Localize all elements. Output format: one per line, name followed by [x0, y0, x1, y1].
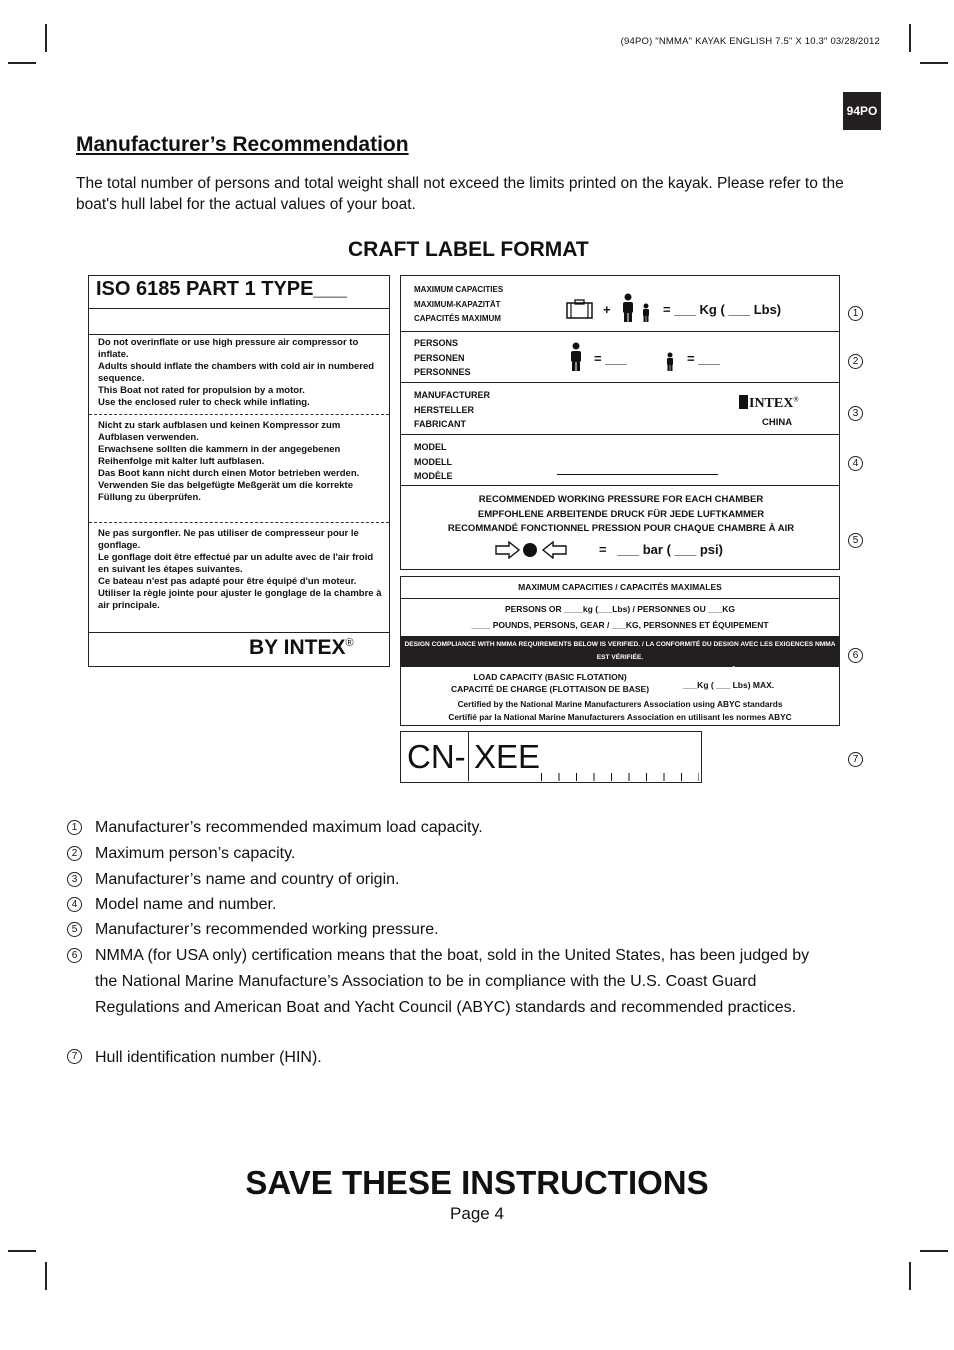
crop-mark — [45, 24, 47, 52]
country-of-origin: CHINA — [762, 417, 793, 428]
crop-mark — [909, 1262, 911, 1290]
label-line: PERSONEN — [414, 352, 465, 363]
max-capacity-value: = ___ Kg ( ___ Lbs) — [663, 302, 782, 317]
crop-mark — [45, 1262, 47, 1290]
registered-mark: ® — [345, 637, 354, 649]
legend-marker: 7 — [67, 1049, 82, 1064]
nmma-title: MAXIMUM CAPACITIES / CAPACITÉS MAXIMALES — [518, 582, 722, 592]
divider — [89, 632, 389, 633]
crop-mark — [920, 1250, 948, 1252]
legend-marker: 1 — [67, 820, 82, 835]
adult-person-icon — [620, 293, 636, 323]
model-labels — [414, 440, 453, 484]
legend-marker: 5 — [67, 922, 82, 937]
legend-marker: 2 — [67, 846, 82, 861]
label-line: MODÈLE — [414, 471, 453, 481]
craft-label-title: CRAFT LABEL FORMAT — [348, 238, 589, 261]
english-warning: Do not overinflate or use high pressure air compressor to inflate. Adults should inflate the chambers with cold air in numbered sequence. This Boat not rated for propulsion by a motor. Use the enclosed ruler to check while inflating. — [98, 337, 375, 408]
label-line: EMPFOHLENE ARBEITENDE DRUCK FÜR JEDE LUFTKAMMER — [477, 508, 765, 520]
label-line: MAXIMUM CAPACITIES — [414, 285, 504, 294]
left-label-panel — [88, 275, 390, 667]
legend-item: NMMA (for USA only) certification means that the boat, sold in the United States, has been judged by the National Marine Manufacture’s Association to be in compliance with the U.S. Coast Guard Regulations and American Boat and Yacht Council (ABYC) standards and recommended practices. — [95, 947, 810, 1016]
crop-mark — [8, 62, 36, 64]
label-line: RECOMMANDÉ FONCTIONNEL PRESSION POUR CHAQUE CHAMBRE À AIR — [447, 523, 795, 534]
legend-marker: 3 — [67, 872, 82, 887]
right-label-panel — [400, 275, 840, 570]
brand-registered: ® — [793, 395, 799, 404]
marker-2: 2 — [848, 354, 863, 369]
band-line: DESIGN COMPLIANCE WITH NMMA REQUIREMENTS BELOW IS VERIFIED. / LA CONFORMITÉ DU DESIGN AVEC LES EXIGENCES NMMA EST VÉRIFIÉE. — [404, 641, 836, 661]
by-intex-text: BY INTEX — [249, 636, 346, 659]
divider — [401, 598, 839, 599]
legend-item: Manufacturer’s name and country of origin. — [95, 871, 400, 888]
child-person-icon — [641, 303, 651, 323]
crop-mark — [909, 24, 911, 52]
label-line: PERSONS — [414, 338, 459, 348]
hin-prefix: CN- — [407, 738, 466, 775]
adult-person-icon — [568, 342, 584, 372]
divider — [89, 414, 389, 415]
nmma-weight-line: ____ POUNDS, PERSONS, GEAR / ___KG, PERSONNES ET ÉQUIPEMENT — [471, 620, 769, 630]
max-capacities-labels — [414, 283, 503, 327]
german-warning: Nicht zu stark aufblasen und keinen Kompressor zum Aufblasen verwenden. Erwachsene sollten die kammern in der angegebenen Reihenfolge mit kalter luft aufblasen. Das Boot kann nicht durch einen Motor betrieben werden. Verwenden Sie das belgefügte Meßgerät um die korrekte Füllung zu überprüfen. — [98, 420, 360, 503]
pressure-value: = ___ bar ( ___ psi) — [599, 542, 723, 557]
save-instructions-heading: SAVE THESE INSTRUCTIONS — [245, 1164, 709, 1201]
child-person-icon — [665, 352, 675, 372]
crop-mark — [920, 62, 948, 64]
marker-3: 3 — [848, 406, 863, 421]
band-line: MFGR. RESPONSIBLE FOR PRODUCTION CONTROL / MFGR. RESPONSABLE DU CONTRÔLE PRODUCTION — [449, 667, 791, 674]
label-line: PERSONNES — [414, 367, 471, 377]
load-capacity-value: ___Kg ( ___ Lbs) MAX. — [683, 680, 775, 690]
divider — [89, 308, 389, 309]
french-warning: Ne pas surgonfler. Ne pas utiliser de compresseur pour le gonflage. Le gonflage doit être effectué par un adulte avec de l'air froid en suivant les étapes suivantes. Ce bateau n'est pas adapté pour être équipé d'un moteur. Utiliser la règle jointe pour ajuster le gonglage de la chambre à air principale. — [98, 528, 382, 611]
brand-name: INTEX — [749, 396, 794, 411]
divider — [401, 434, 839, 435]
intex-logo-mark — [739, 395, 748, 409]
legend-marker: 6 — [67, 948, 82, 963]
legend-item: Model name and number. — [95, 896, 277, 913]
label-line: MODELL — [414, 456, 452, 467]
luggage-icon — [566, 299, 593, 319]
legend-item: Manufacturer’s recommended working pressure. — [95, 921, 439, 938]
page-tag: 94PO — [843, 92, 881, 130]
iso-title: ISO 6185 PART 1 TYPE___ — [96, 278, 347, 300]
divider — [401, 331, 839, 332]
divider — [401, 485, 839, 486]
label-line: MAXIMUM-KAPAZITÄT — [414, 299, 501, 309]
marker-4: 4 — [848, 456, 863, 471]
hin-divider — [468, 732, 469, 781]
persons-adult-value: = ___ — [594, 351, 627, 366]
inflate-valve-icon — [495, 541, 567, 559]
marker-5: 5 — [848, 533, 863, 548]
persons-child-value: = ___ — [687, 351, 720, 366]
nmma-cert-french: Certifié par la National Marine Manufacturers Association en utilisant les normes ABYC — [448, 712, 792, 722]
divider — [89, 334, 389, 335]
divider — [89, 522, 389, 523]
persons-labels — [414, 336, 471, 380]
crop-mark — [8, 1250, 36, 1252]
recommendation-text: The total number of persons and total weight shall not exceed the limits printed on the kayak. Please refer to the boat's hull label for the actual values of your boat. — [76, 175, 844, 213]
label-line: RECOMMENDED WORKING PRESSURE FOR EACH CHAMBER — [478, 494, 764, 505]
label-line: LOAD CAPACITY (BASIC FLOTATION) — [473, 672, 627, 682]
hin-code: XEE — [474, 738, 541, 775]
pressure-lines — [401, 493, 841, 537]
intex-logo — [739, 395, 799, 412]
nmma-compliance-band — [401, 636, 839, 674]
recommendation-title: Manufacturer’s Recommendation — [76, 133, 409, 156]
document-reference: (94PO) "NMMA" KAYAK ENGLISH 7.5" X 10.3" 03/28/2012 — [620, 36, 880, 47]
page-number: Page 4 — [450, 1204, 504, 1223]
manufacturer-labels — [414, 388, 490, 432]
label-line: HERSTELLER — [414, 404, 475, 415]
label-line: MANUFACTURER — [414, 390, 490, 400]
model-blank-line — [557, 474, 718, 475]
label-line: FABRICANT — [414, 419, 466, 429]
marker-6: 6 — [848, 648, 863, 663]
legend-item: Manufacturer’s recommended maximum load capacity. — [95, 819, 483, 836]
nmma-cert-english: Certified by the National Marine Manufacturers Association using ABYC standards — [457, 699, 783, 709]
marker-7: 7 — [848, 752, 863, 767]
marker-1: 1 — [848, 306, 863, 321]
plus-sign: + — [603, 302, 611, 317]
label-line: CAPACITÉ DE CHARGE (FLOTTAISON DE BASE) — [451, 684, 650, 694]
nmma-persons-line: PERSONS OR ____kg (___Lbs) / PERSONNES OU ___KG — [504, 604, 736, 614]
legend-item: Maximum person’s capacity. — [95, 845, 296, 862]
load-capacity-label — [451, 671, 649, 695]
legend-marker: 4 — [67, 897, 82, 912]
legend-item: Hull identification number (HIN). — [95, 1049, 322, 1066]
label-line: MODEL — [414, 442, 447, 452]
label-line: CAPACITÉS MAXIMUM — [414, 314, 501, 323]
hin-ruler — [541, 773, 699, 781]
by-intex — [249, 636, 354, 660]
divider — [401, 382, 839, 383]
nmma-panel — [400, 576, 840, 726]
hin-box — [400, 731, 702, 783]
